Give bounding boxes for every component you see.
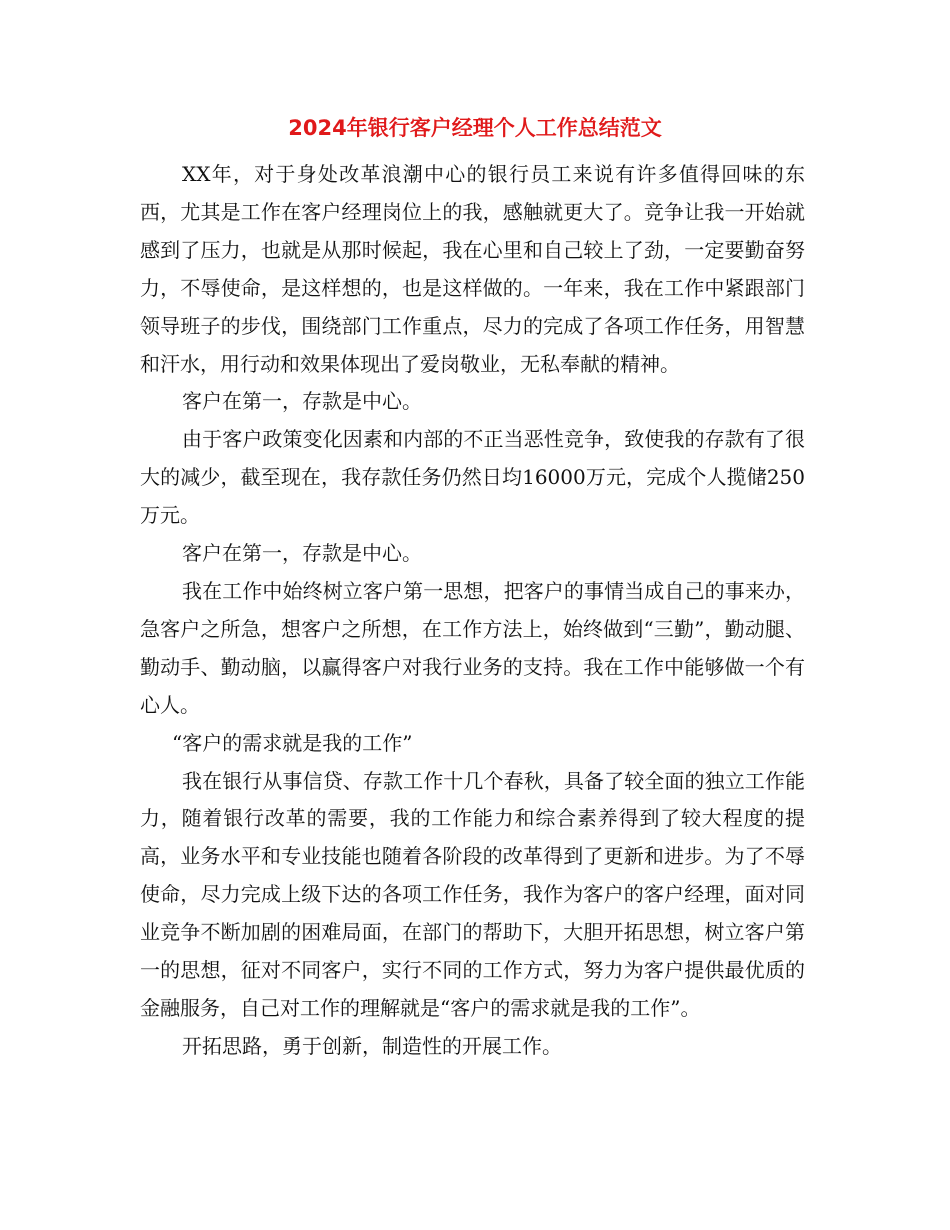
paragraph-heading-customer-needs: “客户的需求就是我的工作” [172,730,413,755]
document-body [140,156,805,1066]
paragraph-heading-customer-first-repeat: 客户在第一，存款是中心。 [182,541,422,566]
paragraph-heading-innovation: 开拓思路，勇于创新，制造性的开展工作。 [182,1033,562,1058]
paragraph-customer-service: 我在工作中始终树立客户第一思想，把客户的事情当成自己的事来办，急客户之所急，想客户之所想，在工作方法上，始终做到“三勤”，勤动腿、勤动手、勤动脑，以赢得客户对我行业务的支持。我在工作中能够做一个有心人。 [140,578,805,717]
paragraph-work-experience: 我在银行从事信贷、存款工作十几个春秋，具备了较全面的独立工作能力，随着银行改革的需要，我的工作能力和综合素养得到了较大程度的提高，业务水平和专业技能也随着各阶段的改革得到了更新和进步。为了不辱使命，尽力完成上级下达的各项工作任务，我作为客户的客户经理，面对同业竞争不断加剧的困难局面，在部门的帮助下，大胆开拓思想，树立客户第一的思想，征对不同客户，实行不同的工作方式，努力为客户提供最优质的金融服务，自己对工作的理解就是“客户的需求就是我的工作”。 [140,768,805,1020]
paragraph-intro: XX年，对于身处改革浪潮中心的银行员工来说有许多值得回味的东西，尤其是工作在客户经理岗位上的我，感触就更大了。竞争让我一开始就感到了压力，也就是从那时候起，我在心里和自己较上了劲，一定要勤奋努力，不辱使命，是这样想的，也是这样做的。一年来，我在工作中紧跟部门领导班子的步伐，围绕部门工作重点，尽力的完成了各项工作任务，用智慧和汗水，用行动和效果体现出了爱岗敬业，无私奉献的精神。 [140,162,805,376]
paragraph-heading-customer-first: 客户在第一，存款是中心。 [182,389,422,414]
document-title: 2024年银行客户经理个人工作总结范文 [288,116,662,140]
paragraph-deposit-status: 由于客户政策变化因素和内部的不正当恶性竞争，致使我的存款有了很大的减少，截至现在，我存款任务仍然日均16000万元，完成个人揽储250万元。 [140,427,805,528]
